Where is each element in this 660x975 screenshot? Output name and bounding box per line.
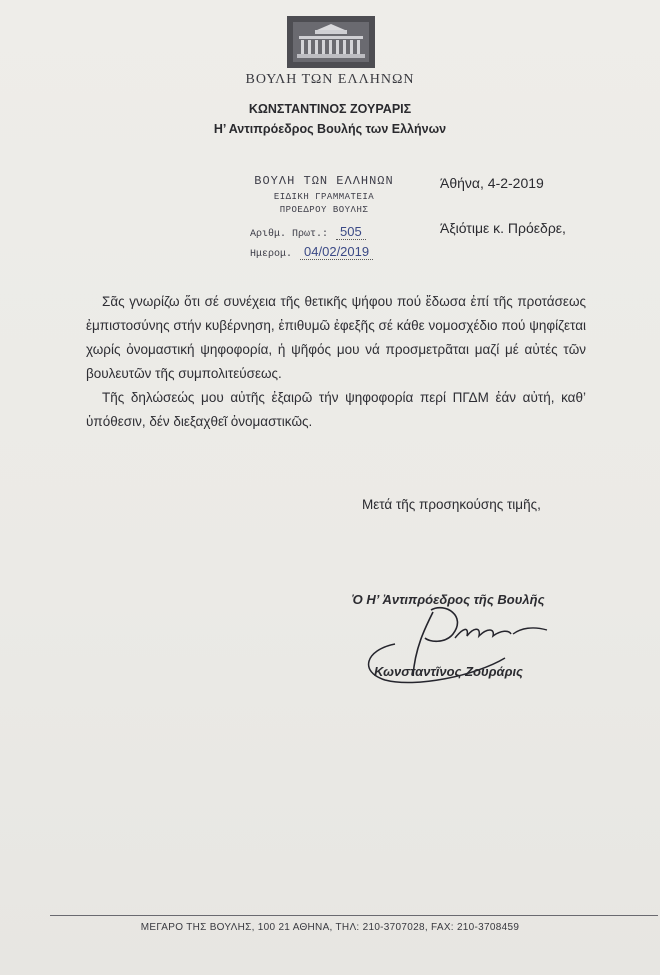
parliament-building-icon [287,16,375,68]
greeting: Άξιότιμε κ. Πρόεδρε, [440,220,566,236]
protocol-date-value: 04/02/2019 [300,244,373,260]
protocol-number-row [250,224,366,240]
letter-date: Άθήνα, 4-2-2019 [440,175,544,191]
protocol-number-value: 505 [336,224,366,240]
footer-address: ΜΕΓΑΡΟ ΤΗΣ ΒΟΥΛΗΣ, 100 21 ΑΘΗΝΑ, ΤΗΛ: 210-3707028, FAX: 210-3708459 [140,922,520,933]
protocol-date-row [250,244,373,260]
stamp-line-2: ΕΙΔΙΚΗ ΓΡΑΜΜΑΤΕΙΑ [273,192,375,202]
parliament-name: ΒΟΥΛΗ ΤΩΝ ΕΛΛΗΝΩΝ [245,72,415,87]
protocol-date-label: Ημερομ. [250,249,293,260]
body-paragraph-1: Σᾶς γνωρίζω ὅτι σέ συνέχεια τῆς θετικῆς ψήφου πού ἔδωσα ἐπί τῆς προτάσεως ἐμπιστοσύνης στήν κυβέρνηση, ἐπιθυμῶ ἐφεξῆς σέ κάθε νομοσχέδιο πού ψηφίζεται χωρίς ὀνομαστική ψηφοφορία, ἡ ψῆφός μου νά προσμετρᾶται μαζί μέ αὐτές τῶν βουλευτῶν τῆς συμπολιτεύσεως. [86,294,586,381]
signatory-title: Ὁ Η’ Ἀντιπρόεδρος τῆς Βουλῆς [352,592,545,607]
protocol-number-label: Αριθμ. Πρωτ.: [250,229,329,240]
body-paragraph-2: Τῆς δηλώσεώς μου αὐτῆς ἐξαιρῶ τήν ψηφοφορία περί ΠΓΔΜ ἐάν αὐτή, καθ’ ὑπόθεσιν, δέν διεξαχθεῖ ὀνομαστικῶς. [86,390,586,429]
signatory-name: Κωνσταντῖνος Ζουράρις [374,664,523,679]
letter-body [86,290,586,434]
sender-role: Η’ Αντιπρόεδρος Βουλής των Ελλήνων [213,122,447,136]
sender-name: ΚΩΝΣΤΑΝΤΙΝΟΣ ΖΟΥΡΑΡΙΣ [248,102,412,116]
footer-divider [50,915,658,916]
closing-line: Μετά τῆς προσηκούσης τιμῆς, [362,497,541,512]
stamp-line-1: ΒΟΥΛΗ ΤΩΝ ΕΛΛΗΝΩΝ [254,174,394,188]
stamp-line-3: ΠΡΟΕΔΡΟΥ ΒΟΥΛΗΣ [279,205,369,215]
